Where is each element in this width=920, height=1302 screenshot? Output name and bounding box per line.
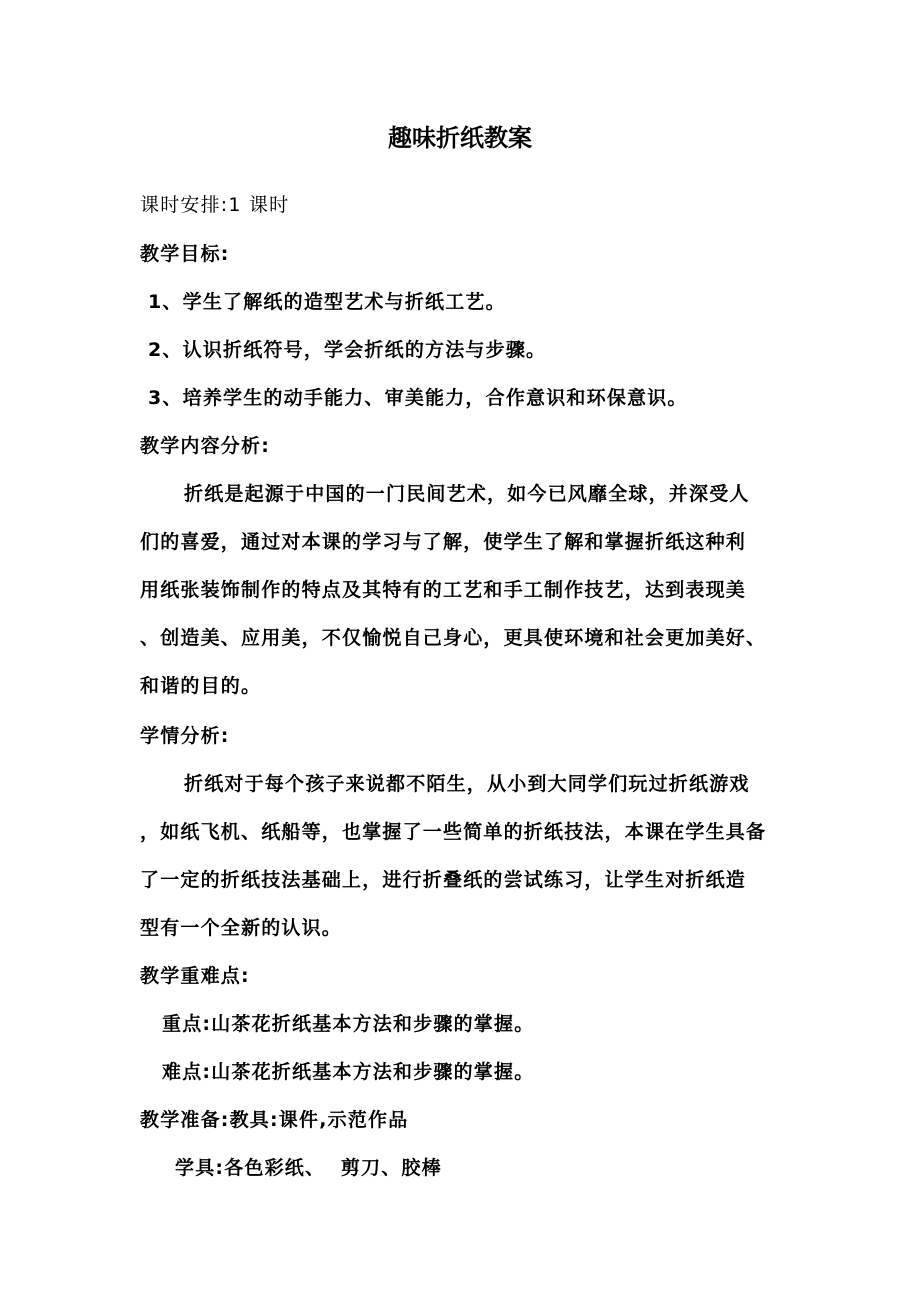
paragraph-line: 和谐的目的。 (140, 675, 262, 697)
paragraph-line: ，如纸飞机、纸船等，也掌握了一些简单的折纸技法，本课在学生具备 (140, 821, 767, 843)
objective-item: 3、培养学生的动手能力、审美能力，合作意识和环保意识。 (148, 387, 688, 409)
paragraph-line: 用纸张装饰制作的特点及其特有的工艺和手工制作技艺，达到表现美 (140, 579, 747, 601)
student-preparation: 学具:各色彩纸、 剪刀、胶棒 (175, 1157, 442, 1179)
objective-item: 2、认识折纸符号，学会折纸的方法与步骤。 (148, 339, 547, 361)
content-analysis-heading: 教学内容分析: (140, 435, 270, 457)
difficulty-point: 难点:山茶花折纸基本方法和步骤的掌握。 (162, 1061, 535, 1083)
paragraph-line: 折纸对于每个孩子来说都不陌生，从小到大同学们玩过折纸游戏 (184, 773, 750, 795)
paragraph-line: 了一定的折纸技法基础上，进行折叠纸的尝试练习，让学生对折纸造 (140, 869, 747, 891)
objective-item: 1、学生了解纸的造型艺术与折纸工艺。 (148, 291, 506, 313)
teacher-preparation: 教学准备:教具:课件,示范作品 (140, 1109, 409, 1131)
objectives-heading: 教学目标: (140, 243, 230, 265)
student-analysis-heading: 学情分析: (140, 725, 230, 747)
paragraph-line: 们的喜爱，通过对本课的学习与了解，使学生了解和掌握折纸这种利 (140, 531, 747, 553)
paragraph-line: 折纸是起源于中国的一门民间艺术，如今已风靡全球，并深受人 (184, 483, 750, 505)
key-points-heading: 教学重难点: (140, 965, 250, 987)
focus-point: 重点:山茶花折纸基本方法和步骤的掌握。 (162, 1013, 535, 1035)
paragraph-line: 、创造美、应用美，不仅愉悦自己身心，更具使环境和社会更加美好、 (140, 627, 767, 649)
paragraph-line: 型有一个全新的认识。 (140, 917, 343, 939)
document-title: 趣味折纸教案 (388, 124, 532, 152)
class-hours: 课时安排:1 课时 (140, 194, 290, 216)
